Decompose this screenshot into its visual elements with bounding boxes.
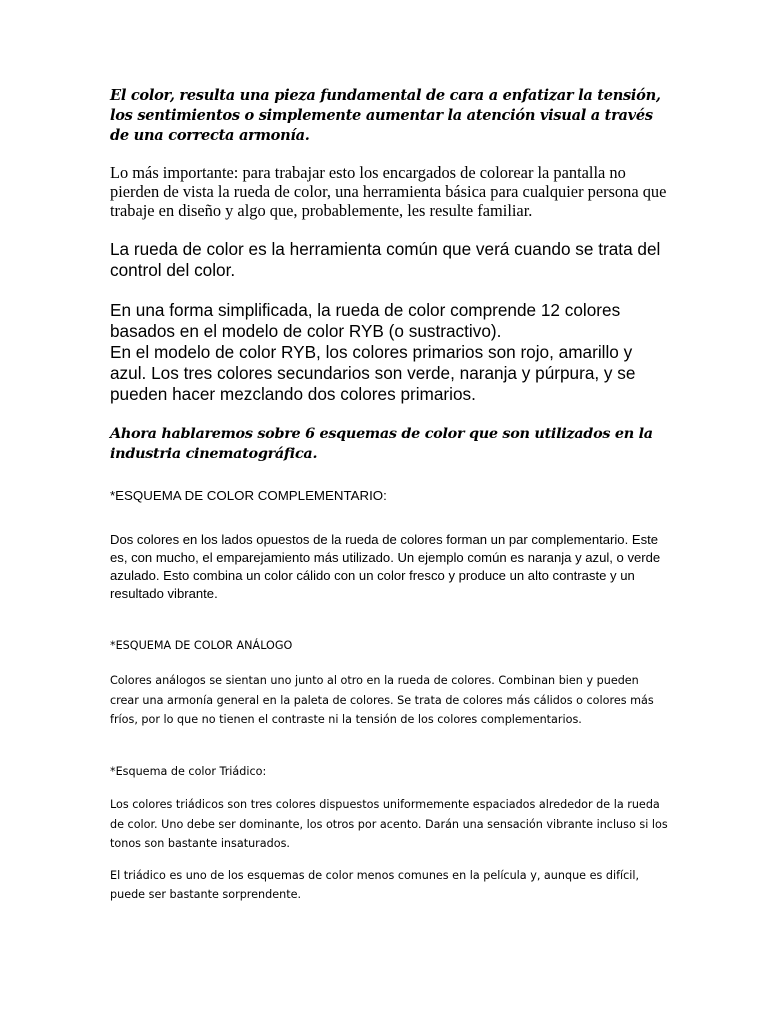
spacer — [110, 281, 670, 300]
schemes-subheading: Ahora hablaremos sobre 6 esquemas de color que son utilizados en la industria cinematográfica. — [110, 425, 653, 462]
ryb-model-paragraph: En una forma simplificada, la rueda de color comprende 12 colores basados en el modelo de color RYB (o sustractivo). — [110, 300, 621, 341]
triadic-body-1: Los colores triádicos son tres colores dispuestos uniformemente espaciados alrededor de la rueda de color. Uno debe ser dominante, los otros por acento. Darán una sensación vibrante incluso si los tonos son bastante insaturados. — [110, 798, 668, 850]
complementary-heading: *ESQUEMA DE COLOR COMPLEMENTARIO: — [110, 488, 387, 503]
color-wheel-importance-paragraph: Lo más importante: para trabajar esto los encargados de colorear la pantalla no pierden de vista la rueda de color, una herramienta básica para cualquier persona que trabaje en diseño y algo que, probablemente, les resulte familiar. — [110, 163, 667, 220]
analogous-section — [110, 639, 670, 730]
ryb-primaries-paragraph: En el modelo de color RYB, los colores primarios son rojo, amarillo y azul. Los tres colores secundarios son verde, naranja y púrpura, y se pueden hacer mezclando dos colores primarios. — [110, 342, 636, 404]
triadic-heading: *Esquema de color Triádico: — [110, 765, 267, 778]
triadic-body-2: El triádico es uno de los esquemas de color menos comunes en la película y, aunque es difícil, puede ser bastante sorprendente. — [110, 868, 640, 901]
analogous-heading: *ESQUEMA DE COLOR ANÁLOGO — [110, 639, 293, 652]
document-page — [110, 86, 670, 901]
analogous-body: Colores análogos se sientan uno junto al otro en la rueda de colores. Combinan bien y pueden crear una armonía general en la paleta de colores. Se trata de colores más cálidos o colores más fríos, por lo que no tienen el contraste ni la tensión de los colores complementarios. — [110, 674, 654, 726]
triadic-section — [110, 765, 670, 905]
complementary-body: Dos colores en los lados opuestos de la rueda de colores forman un par complementario. Este es, con mucho, el emparejamiento más utilizado. Un ejemplo común es naranja y azul, o verde azulado. Esto combina un color cálido con un color fresco y produce un alto contraste y un resultado vibrante. — [110, 532, 661, 601]
color-wheel-tool-paragraph: La rueda de color es la herramienta común que verá cuando se trata del control del color. — [110, 239, 661, 280]
intro-statement: El color, resulta una pieza fundamental de cara a enfatizar la tensión, los sentimientos o simplemente aumentar la atención visual a través de una correcta armonía. — [110, 87, 661, 144]
